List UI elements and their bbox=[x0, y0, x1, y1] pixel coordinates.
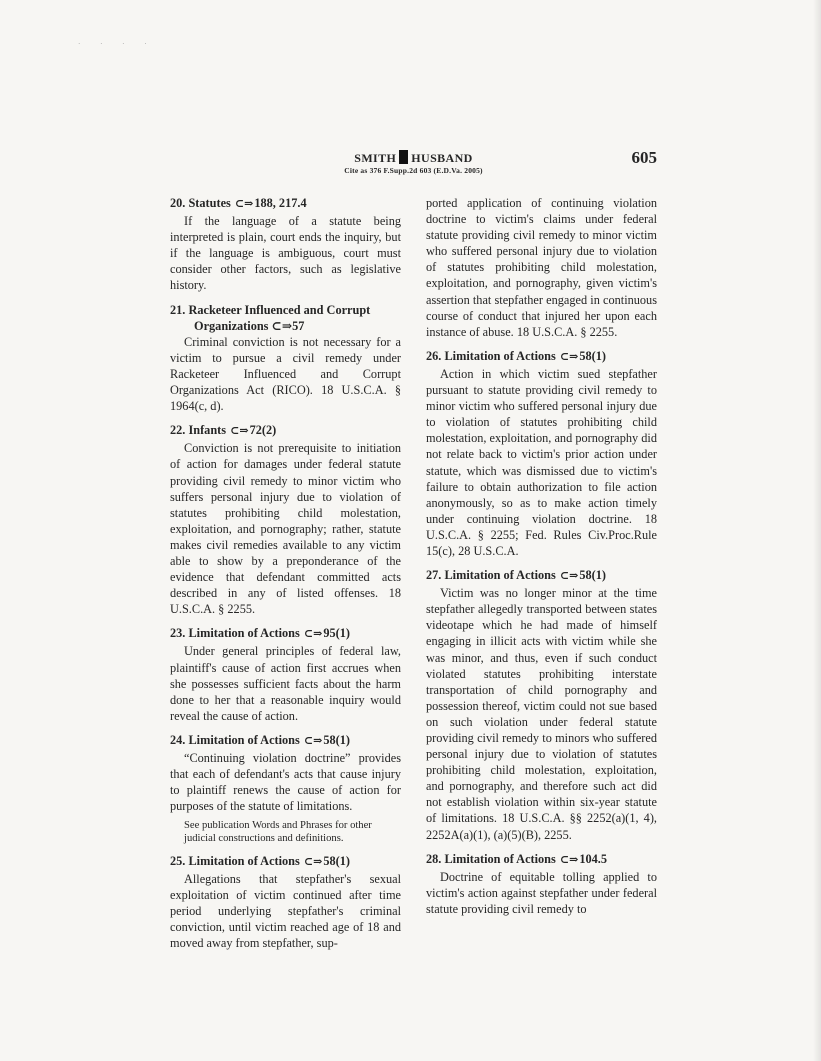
key-numbers: 58(1) bbox=[323, 853, 350, 868]
left-column bbox=[170, 195, 401, 959]
headnote-27 bbox=[426, 567, 657, 843]
headnote-24 bbox=[170, 732, 401, 845]
headnote-number: 20. bbox=[170, 196, 186, 210]
headnote-topic: Racketeer Influenced and Corrupt bbox=[188, 302, 371, 317]
key-numbers: 95(1) bbox=[323, 626, 350, 641]
key-number-icon: ⊂⇒ bbox=[559, 570, 579, 583]
running-title-left: SMITH bbox=[354, 151, 397, 165]
key-number-icon: ⊂⇒ bbox=[303, 734, 323, 747]
headnote-heading bbox=[426, 567, 657, 584]
headnote-28 bbox=[426, 851, 657, 917]
key-number-icon: ⊂⇒ bbox=[234, 198, 254, 210]
key-number-icon: ⊂⇒ bbox=[303, 855, 323, 868]
headnote-22 bbox=[170, 422, 401, 617]
headnote-number: 22. bbox=[170, 423, 186, 438]
key-number-icon: ⊂⇒ bbox=[230, 425, 249, 438]
headnote-text: “Continuing violation doctrine” provides that each of defendant's acts that cause injury to plaintiff renews the cause of action for purposes of the statute of limitations. bbox=[170, 751, 401, 814]
headnote-26 bbox=[426, 348, 657, 559]
headnote-topic: Limitation of Actions bbox=[188, 626, 300, 641]
headnote-text: Allegations that stepfather's sexual exploitation of victim continued after time period underlying stepfather's criminal conviction, until victim reached age of 18 and moved away from stepfather, sup- bbox=[170, 871, 401, 951]
key-number-icon: ⊂⇒ bbox=[271, 318, 293, 333]
key-numbers: 58(1) bbox=[579, 568, 606, 583]
headnote-text: Victim was no longer minor at the time stepfather allegedly transported between states videotape which he had made of himself engaging in illicit acts with victim while she was minor, and thus, even if such conduct violated statutes prohibiting interstate transportation of child pornography and possession thereof, victim could not sue based on such violation under federal statute providing civil remedy to minors who suffered personal injury due to violation of statutes prohibiting child molestation, exploitation, and pornography, and therefore such act did not establish violation within six-year statute of limitations. 18 U.S.C.A. §§ 2252(a)(1, 4), 2252A(a)(1), (a)(5)(B), 2255. bbox=[426, 586, 657, 842]
headnote-25-continued bbox=[426, 195, 657, 340]
running-title bbox=[170, 150, 657, 166]
citation-line: Cite as 376 F.Supp.2d 603 (E.D.Va. 2005) bbox=[344, 166, 483, 175]
page-header bbox=[170, 150, 657, 192]
right-column bbox=[426, 195, 657, 925]
scan-specks: · · · · bbox=[78, 40, 156, 48]
headnote-25 bbox=[170, 853, 401, 952]
headnote-topic: Limitation of Actions bbox=[444, 851, 556, 866]
headnote-topic: Limitation of Actions bbox=[188, 853, 300, 868]
key-number-icon: ⊂⇒ bbox=[559, 350, 579, 363]
headnote-heading bbox=[426, 348, 657, 365]
headnote-topic: Infants bbox=[188, 423, 227, 438]
key-number-icon: ⊂⇒ bbox=[559, 853, 579, 866]
headnote-text: If the language of a statute being interpreted is plain, court ends the inquiry, but if the language is ambiguous, court must consider other factors, such as legislative history. bbox=[170, 214, 401, 293]
headnote-heading bbox=[170, 732, 401, 749]
key-numbers: 104.5 bbox=[579, 851, 607, 866]
headnote-number: 26. bbox=[426, 348, 442, 363]
headnote-text: Criminal conviction is not necessary for a victim to pursue a civil remedy under Racketeer Influenced and Corrupt Organizations Act (RICO). 18 U.S.C.A. § 1964(c, d). bbox=[170, 334, 401, 414]
running-title-right: HUSBAND bbox=[411, 151, 473, 165]
headnote-21 bbox=[170, 302, 401, 415]
headnote-heading bbox=[426, 851, 657, 868]
headnote-text: Under general principles of federal law, plaintiff's cause of action first accrues when she possesses sufficient facts about the harm done to her that a reasonable inquiry would reveal the cause of action. bbox=[170, 644, 401, 723]
page bbox=[170, 150, 657, 1010]
headnote-number: 27. bbox=[426, 568, 442, 583]
words-and-phrases-note: See publication Words and Phrases for other judicial constructions and definitions. bbox=[184, 820, 372, 844]
headnote-heading bbox=[170, 625, 401, 642]
headnote-topic: Statutes bbox=[188, 196, 231, 210]
redaction-mark bbox=[399, 150, 408, 164]
headnote-heading bbox=[170, 195, 401, 212]
key-numbers: 58(1) bbox=[579, 348, 606, 363]
headnote-number: 28. bbox=[426, 851, 442, 866]
headnote-20 bbox=[170, 195, 401, 294]
headnote-topic: Limitation of Actions bbox=[444, 568, 556, 583]
headnote-text: ported application of continuing violation doctrine to victim's claims under federal statute providing civil remedy to minor victim who suffered personal injury due to violation of statutes prohibiting child molestation, exploitation, and pornography, given victim's assertion that stepfather engaged in continuous course of conduct that injured her upon each instance of abuse. 18 U.S.C.A. § 2255. bbox=[426, 196, 657, 339]
page-edge-shadow bbox=[813, 0, 821, 1061]
key-numbers: 58(1) bbox=[323, 732, 350, 747]
headnote-number: 21. bbox=[170, 302, 186, 317]
headnote-text: Doctrine of equitable tolling applied to victim's action against stepfather under federal statute providing civil remedy to bbox=[426, 869, 657, 916]
headnote-number: 23. bbox=[170, 626, 186, 641]
headnote-heading bbox=[170, 853, 401, 870]
headnote-text: Action in which victim sued stepfather pursuant to statute providing civil remedy to minor victim who suffered personal injury due to violation of statutes prohibiting child molestation, exploitation, and pornography did not relate back to victim's prior action under statute, which was dismissed due to victim's failure to obtain authorization to file action anonymously, so as to make action timely under continuing violation doctrine. 18 U.S.C.A. § 2255; Fed. Rules Civ.Proc.Rule 15(c), 28 U.S.C.A. bbox=[426, 366, 657, 558]
key-numbers: 72(2) bbox=[249, 423, 277, 438]
headnote-heading bbox=[170, 422, 401, 439]
headnote-topic-continued: Organizations bbox=[194, 318, 269, 333]
key-number-icon: ⊂⇒ bbox=[303, 628, 323, 641]
page-number: 605 bbox=[631, 148, 657, 167]
headnote-number: 24. bbox=[170, 732, 186, 747]
headnote-23 bbox=[170, 625, 401, 724]
headnote-topic: Limitation of Actions bbox=[444, 348, 556, 363]
key-numbers: 57 bbox=[292, 318, 305, 333]
key-numbers: 188, 217.4 bbox=[254, 196, 307, 210]
headnote-number: 25. bbox=[170, 853, 186, 868]
headnote-heading bbox=[170, 302, 401, 334]
headnote-text: Conviction is not prerequisite to initiation of action for damages under federal statute providing civil remedy to minor victim who suffers personal injury due to violation of statutes prohibiting child molestation, exploitation, and pornography; rather, statute makes civil remedies available to any victim able to show by a preponderance of the evidence that defendant committed acts described in any of listed offenses. 18 U.S.C.A. § 2255. bbox=[170, 441, 401, 617]
headnote-topic: Limitation of Actions bbox=[188, 732, 300, 747]
